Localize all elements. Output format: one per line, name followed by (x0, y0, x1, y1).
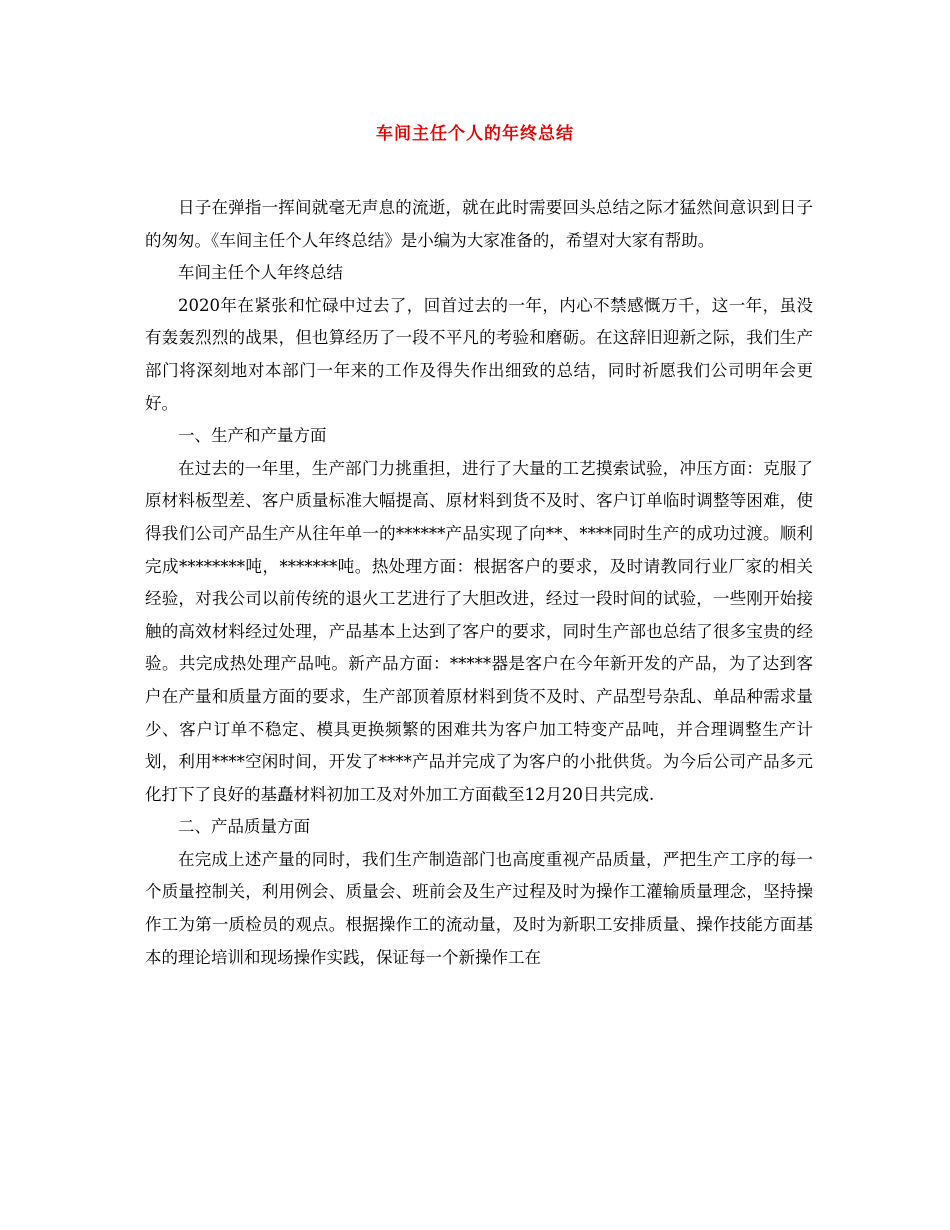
paragraph-intro: 日子在弹指一挥间就毫无声息的流逝，就在此时需要回头总结之际才猛然间意识到日子的匆匆。《车间主任个人年终总结》是小编为大家准备的，希望对大家有帮助。 (145, 198, 813, 250)
paragraph-production: 在过去的一年里，生产部门力挑重担，进行了大量的工艺摸索试验，冲压方面：克服了原材料板型差、客户质量标准大幅提高、原材料到货不及时、客户订单临时调整等困难，使得我们公司产品生产从往年单一的******产品实现了向**、****同时生产的成功过渡。顺利完成********吨，*******吨。热处理方面：根据客户的要求，及时请教同行业厂家的相关经验，对我公司以前传统的退火工艺进行了大胆改进，经过一段时间的试验，一些刚开始接触的高效材料经过处理，产品基本上达到了客户的要求，同时生产部也总结了很多宝贵的经验。共完成热处理产品吨。新产品方面：*****器是客户在今年新开发的产品，为了达到客户在产量和质量方面的要求，生产部顶着原材料到货不及时、产品型号杂乱、单品种需求量少、客户订单不稳定、模具更换频繁的困难共为客户加工特变产品吨，并合理调整生产计划，利用****空闲时间，开发了****产品并完成了为客户的小批供货。为今后公司产品多元化打下了良好的基矗材料初加工及对外加工方面截至12月20日共完成. (145, 458, 813, 804)
paragraph-quality: 在完成上述产量的同时，我们生产制造部门也高度重视产品质量，严把生产工序的每一个质量控制关，利用例会、质量会、班前会及生产过程及时为操作工灌输质量理念，坚持操作工为第一质检员的观点。根据操作工的流动量，及时为新职工安排质量、操作技能方面基本的理论培训和现场操作实践，保证每一个新操作工在 (145, 849, 813, 967)
section-heading-quality: 二、产品质量方面 (178, 817, 310, 837)
paragraph-subtitle: 车间主任个人年终总结 (178, 263, 343, 283)
section-heading-production: 一、生产和产量方面 (178, 426, 327, 446)
paragraph-overview: 2020年在紧张和忙碌中过去了，回首过去的一年，内心不禁感慨万千，这一年，虽没有轰轰烈烈的战果，但也算经历了一段不平凡的考验和磨砺。在这辞旧迎新之际，我们生产部门将深刻地对本部门一年来的工作及得失作出细致的总结，同时祈愿我们公司明年会更好。 (145, 295, 813, 413)
document-body (145, 192, 813, 974)
document-title: 车间主任个人的年终总结 (376, 124, 574, 144)
